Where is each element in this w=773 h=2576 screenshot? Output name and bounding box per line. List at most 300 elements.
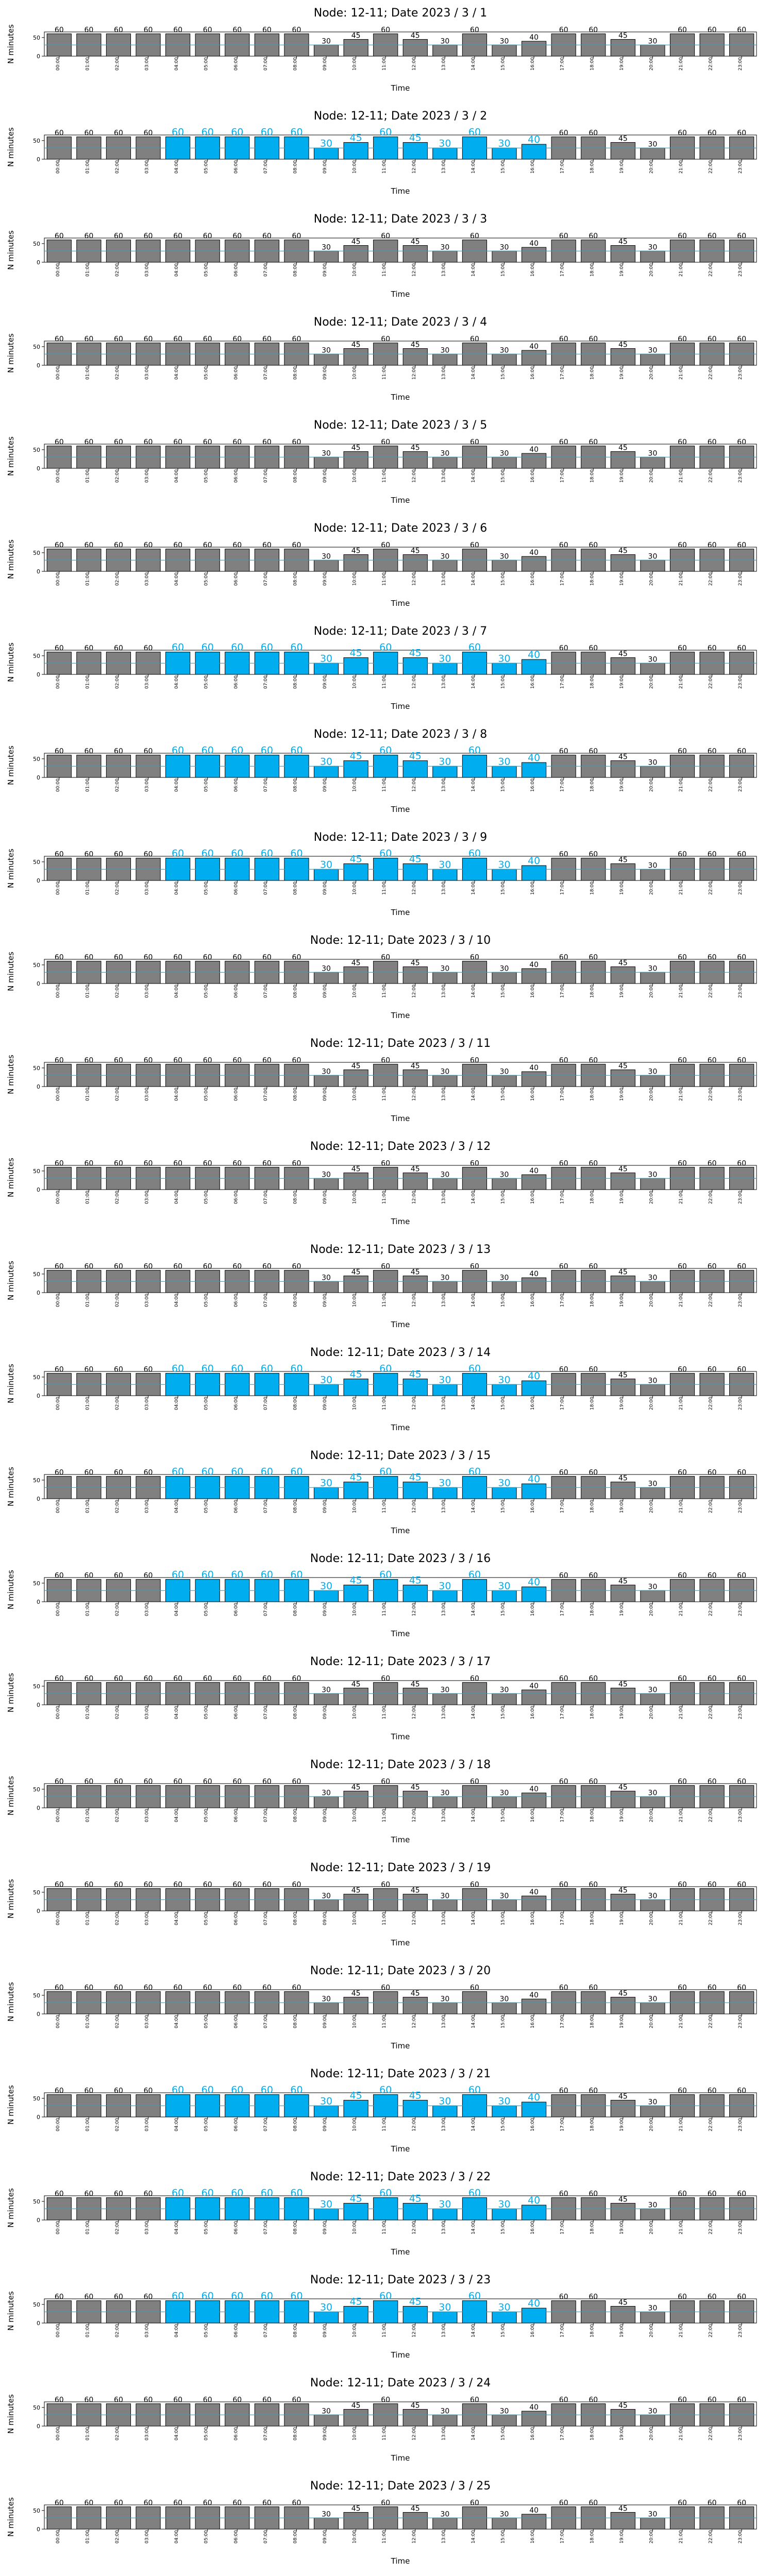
bar-value-label: 60 (54, 1365, 64, 1374)
x-tick-label: 02:00 (114, 160, 120, 174)
x-tick-label: 06:00 (233, 1706, 239, 1719)
bar-12:00 (403, 1997, 427, 2014)
bar-value-label: 30 (648, 1892, 658, 1901)
x-tick-label: 00:00 (55, 160, 61, 174)
x-tick-label: 08:00 (293, 1397, 298, 1410)
x-tick-label: 17:00 (560, 985, 565, 998)
x-tick-label: 10:00 (352, 1294, 358, 1307)
x-tick-label: 23:00 (738, 985, 744, 998)
bar-09:00 (314, 2312, 338, 2323)
bar-value-label: 40 (529, 1270, 539, 1279)
bar-value-label: 60 (84, 129, 94, 138)
x-tick-label: 12:00 (411, 675, 417, 689)
x-tick-label: 22:00 (708, 572, 714, 586)
bar-value-label: 40 (529, 1682, 539, 1691)
x-tick-label: 15:00 (500, 882, 506, 895)
x-tick-label: 04:00 (174, 1500, 180, 1513)
x-tick-label: 16:00 (530, 160, 536, 174)
bar-value-label: 60 (173, 335, 183, 344)
bar-value-label: 60 (143, 2087, 153, 2095)
bar-value-label: 30 (320, 2198, 333, 2210)
x-tick-label: 09:00 (323, 2324, 328, 2337)
x-tick-label: 14:00 (470, 675, 476, 689)
bar-20:00 (641, 2518, 665, 2529)
x-tick-label: 16:00 (530, 1397, 536, 1410)
x-tick-label: 11:00 (382, 985, 388, 998)
bar-value-label: 60 (143, 232, 153, 241)
bar-value-label: 60 (260, 1466, 273, 1478)
bar-value-label: 60 (379, 2084, 392, 2096)
y-tick-label: 50 (33, 1786, 40, 1793)
x-tick-label: 14:00 (470, 1191, 476, 1204)
x-tick-label: 00:00 (55, 1294, 61, 1307)
x-tick-label: 18:00 (590, 2427, 595, 2441)
bar-10:00 (344, 348, 368, 365)
x-tick-label: 00:00 (55, 675, 61, 689)
bar-value-label: 60 (203, 1777, 212, 1786)
bar-value-label: 60 (589, 1674, 598, 1683)
bar-value-label: 60 (470, 1674, 479, 1683)
x-tick-label: 18:00 (590, 469, 595, 483)
x-tick-label: 08:00 (293, 778, 298, 792)
bar-value-label: 30 (498, 2095, 511, 2107)
x-tick-label: 02:00 (114, 469, 120, 483)
bar-value-label: 45 (351, 1680, 361, 1689)
bar-20:00 (641, 1797, 665, 1808)
bar-value-label: 60 (173, 1159, 183, 1168)
bar-value-label: 45 (409, 2193, 422, 2205)
bar-19:00 (611, 1276, 635, 1293)
y-axis-label: N minutes (6, 1673, 15, 1713)
x-tick-label: 06:00 (233, 1603, 239, 1616)
bar-10:00 (344, 1894, 368, 1911)
bar-value-label: 60 (232, 26, 242, 35)
x-tick-label: 14:00 (470, 2015, 476, 2028)
bar-15:00 (492, 251, 516, 262)
x-tick-label: 21:00 (679, 1912, 684, 1925)
bar-value-label: 60 (262, 1880, 272, 1889)
x-tick-label: 07:00 (263, 1088, 268, 1101)
bar-value-label: 60 (114, 438, 123, 447)
bar-value-label: 60 (737, 1159, 747, 1168)
bar-value-label: 40 (529, 2506, 539, 2515)
y-tick-label: 0 (37, 2526, 40, 2533)
bar-value-label: 60 (707, 335, 717, 344)
bar-15:00 (492, 560, 516, 571)
bar-value-label: 60 (203, 1262, 212, 1271)
bar-value-label: 60 (292, 1159, 301, 1168)
x-tick-label: 20:00 (649, 1500, 654, 1513)
bar-13:00 (433, 1384, 457, 1396)
x-tick-label: 16:00 (530, 1809, 536, 1822)
x-tick-label: 09:00 (323, 1500, 328, 1513)
bar-value-label: 30 (648, 2098, 658, 2107)
bar-value-label: 60 (589, 2499, 598, 2507)
x-tick-label: 22:00 (708, 985, 714, 998)
bar-value-label: 60 (84, 1365, 94, 1374)
bar-value-label: 60 (737, 1365, 747, 1374)
y-tick-label: 0 (37, 1187, 40, 1193)
bar-value-label: 30 (320, 756, 333, 768)
bar-19:00 (611, 760, 635, 777)
bar-value-label: 60 (262, 1159, 272, 1168)
x-tick-label: 12:00 (411, 1706, 417, 1719)
bar-value-label: 60 (54, 2396, 64, 2404)
bar-value-label: 60 (143, 850, 153, 859)
x-tick-label: 01:00 (85, 2324, 91, 2337)
bar-value-label: 60 (201, 2290, 214, 2302)
bar-value-label: 60 (54, 541, 64, 550)
x-tick-label: 13:00 (441, 1088, 447, 1101)
bar-value-label: 60 (468, 1569, 481, 1581)
bar-value-label: 60 (470, 26, 479, 35)
x-tick-label: 00:00 (55, 1809, 61, 1822)
x-tick-label: 21:00 (679, 1088, 684, 1101)
x-tick-label: 03:00 (144, 2118, 150, 2131)
bar-value-label: 60 (707, 747, 717, 756)
bar-09:00 (314, 251, 338, 262)
x-tick-label: 08:00 (293, 675, 298, 689)
bar-value-label: 60 (292, 2499, 301, 2507)
x-tick-label: 14:00 (470, 572, 476, 586)
bar-value-label: 45 (410, 238, 420, 246)
x-tick-label: 03:00 (144, 2015, 150, 2028)
x-tick-label: 14:00 (470, 263, 476, 277)
x-tick-label: 05:00 (204, 1191, 209, 1204)
bar-value-label: 60 (203, 232, 212, 241)
x-tick-label: 03:00 (144, 57, 150, 71)
bar-value-label: 60 (737, 1984, 747, 1992)
bar-value-label: 60 (231, 744, 244, 756)
x-tick-label: 01:00 (85, 2015, 91, 2028)
x-tick-label: 15:00 (500, 1500, 506, 1513)
x-tick-label: 19:00 (619, 572, 625, 586)
bar-value-label: 60 (707, 1262, 717, 1271)
bar-09:00 (314, 1797, 338, 1808)
x-tick-label: 06:00 (233, 469, 239, 483)
bar-value-label: 60 (707, 953, 717, 962)
bar-value-label: 60 (173, 1777, 183, 1786)
x-tick-label: 02:00 (114, 985, 120, 998)
bar-value-label: 30 (648, 964, 658, 973)
bar-value-label: 60 (678, 1984, 687, 1992)
bar-value-label: 45 (351, 959, 361, 968)
y-tick-label: 50 (33, 1270, 40, 1278)
x-axis-label: Time (391, 2556, 410, 2566)
x-tick-label: 03:00 (144, 1397, 150, 1410)
bar-value-label: 45 (410, 1268, 420, 1277)
bar-value-label: 45 (409, 750, 422, 762)
bar-15:00 (492, 354, 516, 365)
bar-value-label: 60 (172, 126, 184, 138)
bar-20:00 (641, 2003, 665, 2014)
y-tick-label: 0 (37, 156, 40, 163)
x-tick-label: 16:00 (530, 778, 536, 792)
x-tick-label: 19:00 (619, 2015, 625, 2028)
bar-16:00 (522, 1690, 546, 1705)
bar-value-label: 60 (589, 1056, 598, 1065)
bar-value-label: 60 (262, 438, 272, 447)
bar-value-label: 60 (232, 335, 242, 344)
bar-value-label: 60 (173, 232, 183, 241)
x-tick-label: 04:00 (174, 2118, 180, 2131)
x-tick-label: 21:00 (679, 2324, 684, 2337)
x-tick-label: 02:00 (114, 2324, 120, 2337)
bar-value-label: 30 (499, 552, 509, 561)
bar-value-label: 60 (290, 641, 303, 653)
x-tick-label: 17:00 (560, 572, 565, 586)
bar-value-label: 60 (737, 644, 747, 653)
x-tick-label: 02:00 (114, 778, 120, 792)
bar-value-label: 60 (468, 2187, 481, 2199)
x-tick-label: 04:00 (174, 2530, 180, 2544)
bar-value-label: 45 (349, 1471, 362, 1483)
bar-value-label: 30 (322, 1171, 331, 1179)
x-axis-label: Time (391, 83, 410, 93)
bar-value-label: 40 (529, 1167, 539, 1176)
bar-value-label: 60 (707, 26, 717, 35)
bar-value-label: 60 (203, 1984, 212, 1992)
x-tick-label: 13:00 (441, 1809, 447, 1822)
x-tick-label: 10:00 (352, 572, 358, 586)
y-axis-label: N minutes (6, 952, 15, 991)
y-tick-label: 0 (37, 1290, 40, 1296)
bar-value-label: 60 (201, 1466, 214, 1478)
panel-title: Node: 12-11; Date 2023 / 3 / 11 (310, 1037, 491, 1050)
x-tick-label: 05:00 (204, 882, 209, 895)
y-tick-label: 0 (37, 2011, 40, 2018)
x-tick-label: 20:00 (649, 160, 654, 174)
x-tick-label: 08:00 (293, 2118, 298, 2131)
bar-value-label: 60 (589, 747, 598, 756)
y-tick-label: 0 (37, 1496, 40, 1502)
x-tick-label: 11:00 (382, 2427, 388, 2441)
bar-value-label: 30 (439, 1580, 451, 1592)
bar-value-label: 60 (262, 232, 272, 241)
x-tick-label: 15:00 (500, 1294, 506, 1307)
x-tick-label: 02:00 (114, 1397, 120, 1410)
x-tick-label: 15:00 (500, 1603, 506, 1616)
bar-16:00 (522, 2308, 546, 2323)
x-tick-label: 04:00 (174, 572, 180, 586)
x-tick-label: 13:00 (441, 366, 447, 380)
bar-value-label: 45 (618, 1165, 628, 1174)
bar-value-label: 60 (260, 848, 273, 859)
x-tick-label: 05:00 (204, 572, 209, 586)
bar-19:00 (611, 1173, 635, 1190)
x-tick-label: 09:00 (323, 778, 328, 792)
x-tick-label: 13:00 (441, 1397, 447, 1410)
x-tick-label: 22:00 (708, 778, 714, 792)
bar-13:00 (433, 1178, 457, 1190)
bar-value-label: 60 (678, 2190, 687, 2198)
x-tick-label: 08:00 (293, 1500, 298, 1513)
x-tick-label: 20:00 (649, 1809, 654, 1822)
x-tick-label: 18:00 (590, 2324, 595, 2337)
bar-15:00 (492, 2415, 516, 2426)
x-tick-label: 03:00 (144, 778, 150, 792)
bar-value-label: 60 (203, 1880, 212, 1889)
bar-value-label: 30 (440, 2510, 450, 2519)
x-tick-label: 20:00 (649, 2427, 654, 2441)
x-tick-label: 07:00 (263, 366, 268, 380)
bar-20:00 (641, 1487, 665, 1499)
bar-value-label: 45 (351, 341, 361, 349)
x-tick-label: 16:00 (530, 572, 536, 586)
x-tick-label: 18:00 (590, 2530, 595, 2544)
x-tick-label: 14:00 (470, 57, 476, 71)
x-tick-label: 12:00 (411, 572, 417, 586)
x-tick-label: 19:00 (619, 2118, 625, 2131)
x-tick-label: 02:00 (114, 675, 120, 689)
bar-20:00 (641, 45, 665, 56)
x-axis-label: Time (391, 2247, 410, 2257)
x-tick-label: 03:00 (144, 882, 150, 895)
x-tick-label: 22:00 (708, 1809, 714, 1822)
x-tick-label: 17:00 (560, 2324, 565, 2337)
bar-value-label: 60 (232, 1777, 242, 1786)
bar-value-label: 60 (292, 26, 301, 35)
x-axis-label: Time (391, 1423, 410, 1432)
bar-value-label: 40 (529, 1064, 539, 1073)
bar-value-label: 60 (54, 232, 64, 241)
x-tick-label: 02:00 (114, 2015, 120, 2028)
x-tick-label: 07:00 (263, 1397, 268, 1410)
bar-value-label: 40 (528, 1577, 541, 1588)
x-tick-label: 13:00 (441, 2530, 447, 2544)
x-tick-label: 07:00 (263, 1706, 268, 1719)
x-tick-label: 11:00 (382, 572, 388, 586)
x-tick-label: 03:00 (144, 1912, 150, 1925)
x-tick-label: 23:00 (738, 1809, 744, 1822)
bar-value-label: 60 (381, 1262, 391, 1271)
bar-value-label: 30 (320, 653, 333, 665)
x-tick-label: 03:00 (144, 1706, 150, 1719)
bar-value-label: 30 (322, 1892, 331, 1901)
panel-title: Node: 12-11; Date 2023 / 3 / 23 (310, 2274, 491, 2286)
bar-value-label: 60 (173, 1880, 183, 1889)
bar-value-label: 30 (440, 1274, 450, 1282)
bar-value-label: 30 (648, 449, 658, 458)
bar-value-label: 60 (678, 1674, 687, 1683)
bar-16:00 (522, 2514, 546, 2529)
bar-value-label: 60 (54, 438, 64, 447)
x-tick-label: 17:00 (560, 1088, 565, 1101)
x-tick-label: 07:00 (263, 469, 268, 483)
x-tick-label: 01:00 (85, 2118, 91, 2131)
x-tick-label: 15:00 (500, 366, 506, 380)
bar-value-label: 30 (322, 1686, 331, 1694)
bar-16:00 (522, 866, 546, 880)
x-tick-label: 07:00 (263, 57, 268, 71)
bar-value-label: 60 (737, 1880, 747, 1889)
y-tick-label: 50 (33, 1992, 40, 1999)
bar-value-label: 60 (232, 953, 242, 962)
bar-value-label: 60 (201, 848, 214, 859)
y-tick-label: 50 (33, 858, 40, 866)
x-tick-label: 15:00 (500, 57, 506, 71)
bar-value-label: 30 (648, 1480, 658, 1488)
panel-title: Node: 12-11; Date 2023 / 3 / 13 (310, 1243, 491, 1256)
bar-19:00 (611, 1585, 635, 1602)
x-tick-label: 18:00 (590, 1706, 595, 1719)
bar-value-label: 30 (499, 1067, 509, 1076)
bar-12:00 (403, 2203, 427, 2220)
bar-value-label: 60 (559, 129, 568, 138)
bar-value-label: 60 (54, 1674, 64, 1683)
y-axis-label: N minutes (6, 1982, 15, 2022)
x-tick-label: 09:00 (323, 160, 328, 174)
x-tick-label: 13:00 (441, 469, 447, 483)
bar-value-label: 30 (440, 552, 450, 561)
bar-value-label: 30 (648, 861, 658, 870)
x-tick-label: 05:00 (204, 1706, 209, 1719)
bar-value-label: 60 (292, 541, 301, 550)
bar-value-label: 60 (559, 1056, 568, 1065)
bar-value-label: 60 (470, 232, 479, 241)
x-tick-label: 01:00 (85, 778, 91, 792)
x-tick-label: 23:00 (738, 572, 744, 586)
x-tick-label: 07:00 (263, 572, 268, 586)
x-tick-label: 13:00 (441, 2015, 447, 2028)
x-tick-label: 11:00 (382, 2015, 388, 2028)
bar-value-label: 60 (84, 2293, 94, 2301)
bar-value-label: 60 (232, 438, 242, 447)
bar-value-label: 40 (529, 343, 539, 351)
x-tick-label: 23:00 (738, 1603, 744, 1616)
bar-value-label: 60 (379, 2187, 392, 2199)
bar-value-label: 45 (618, 1577, 628, 1586)
x-tick-label: 02:00 (114, 2530, 120, 2544)
bar-10:00 (344, 142, 368, 159)
x-tick-label: 07:00 (263, 2221, 268, 2234)
bar-19:00 (611, 1688, 635, 1705)
x-tick-label: 21:00 (679, 1500, 684, 1513)
x-tick-label: 04:00 (174, 882, 180, 895)
bar-value-label: 60 (678, 1365, 687, 1374)
bar-value-label: 60 (589, 644, 598, 653)
x-tick-label: 04:00 (174, 1088, 180, 1101)
x-tick-label: 06:00 (233, 160, 239, 174)
bar-value-label: 60 (231, 1569, 244, 1581)
bar-value-label: 60 (678, 644, 687, 653)
bar-value-label: 60 (262, 2396, 272, 2404)
bar-value-label: 60 (262, 1984, 272, 1992)
bar-value-label: 45 (351, 1268, 361, 1277)
bar-value-label: 60 (470, 1159, 479, 1168)
x-tick-label: 04:00 (174, 1809, 180, 1822)
bar-value-label: 60 (589, 1880, 598, 1889)
x-tick-label: 05:00 (204, 469, 209, 483)
bar-value-label: 60 (470, 1880, 479, 1889)
bar-12:00 (403, 2306, 427, 2323)
x-tick-label: 23:00 (738, 160, 744, 174)
x-tick-label: 03:00 (144, 1088, 150, 1101)
x-tick-label: 02:00 (114, 2118, 120, 2131)
x-tick-label: 22:00 (708, 1397, 714, 1410)
bar-value-label: 60 (84, 2087, 94, 2095)
panel-title: Node: 12-11; Date 2023 / 3 / 8 (313, 728, 488, 741)
bar-13:00 (433, 663, 457, 674)
bar-15:00 (492, 2209, 516, 2220)
bar-09:00 (314, 45, 338, 56)
x-tick-label: 01:00 (85, 160, 91, 174)
x-tick-label: 01:00 (85, 1191, 91, 1204)
bar-value-label: 45 (409, 647, 422, 659)
x-tick-label: 23:00 (738, 469, 744, 483)
bar-value-label: 60 (678, 1468, 687, 1477)
bar-value-label: 60 (114, 2499, 123, 2507)
